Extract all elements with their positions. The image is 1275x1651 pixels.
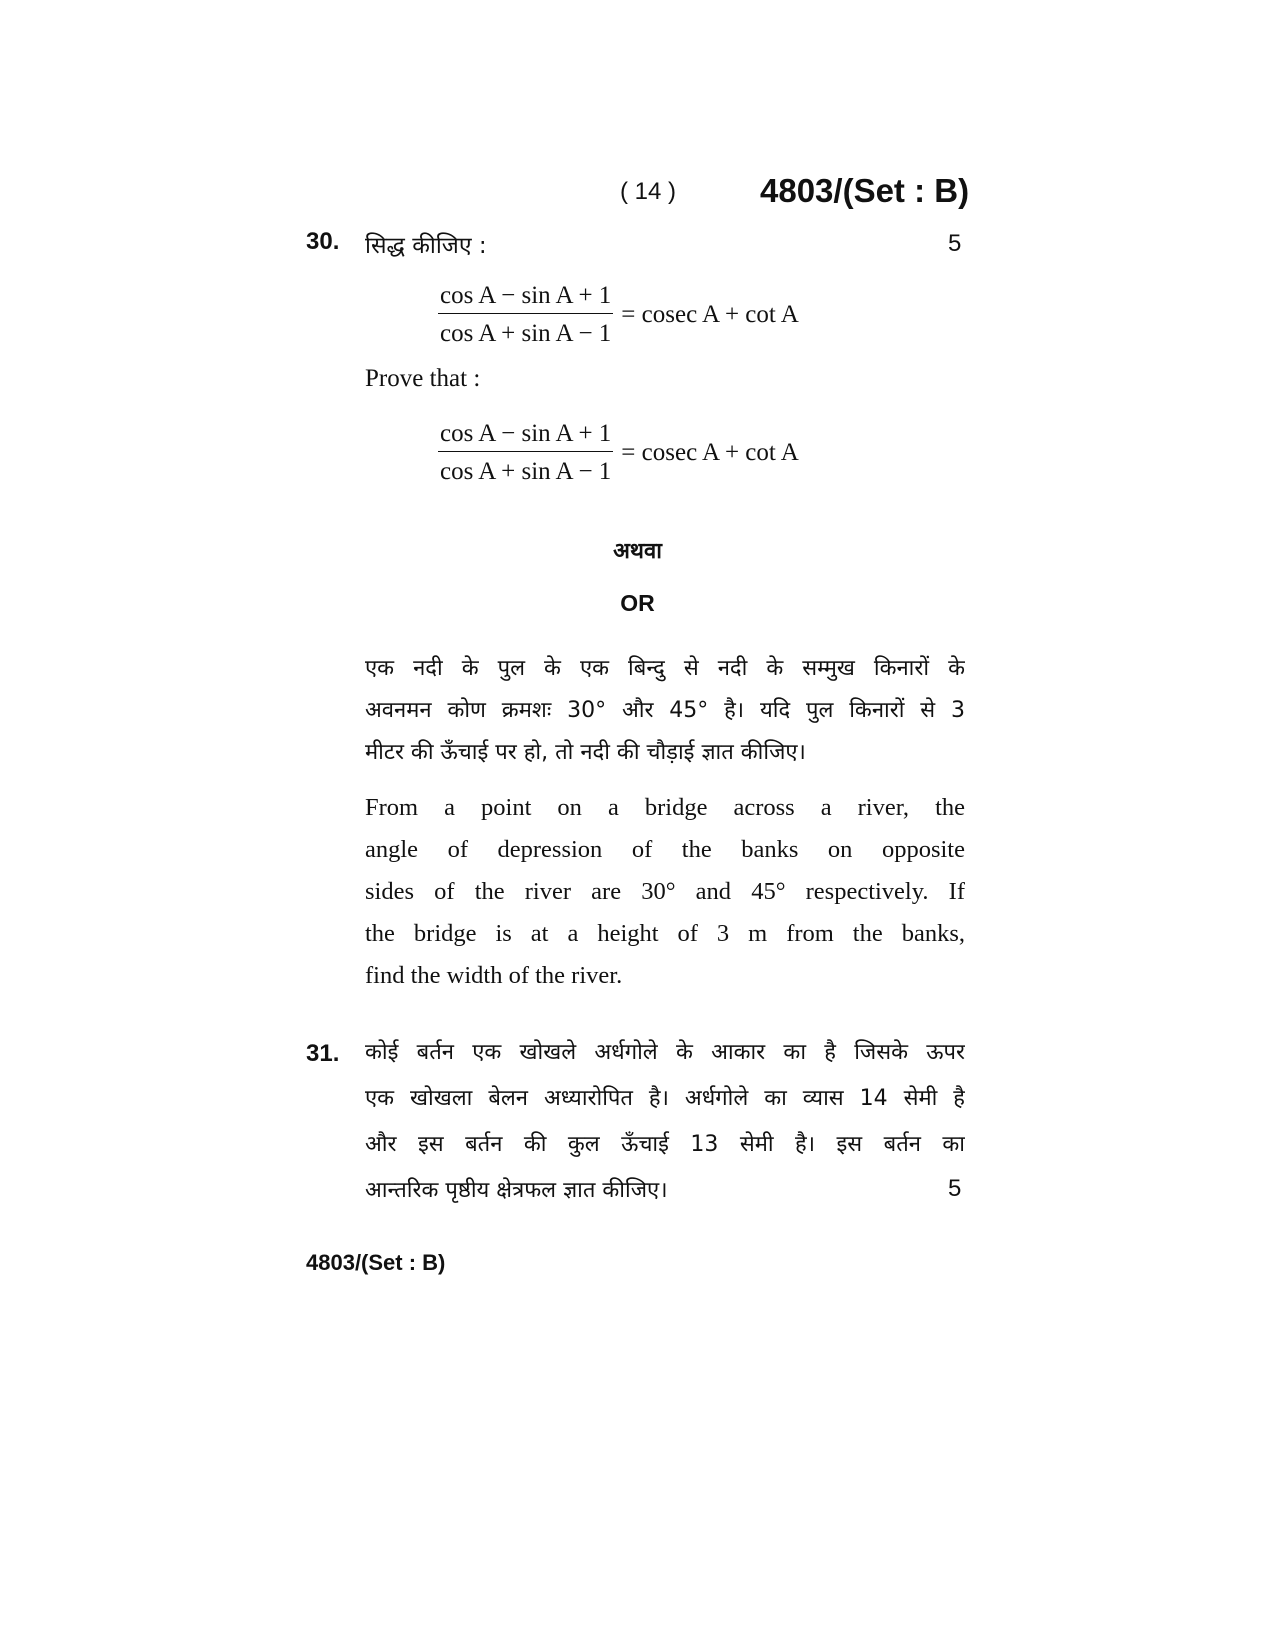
- or-hindi: अथवा: [613, 539, 662, 564]
- question-30-marks: 5: [948, 230, 962, 257]
- formula-english: [438, 420, 799, 486]
- text-line: कोई बर्तन एक खोखले अर्धगोले के आकार का है जिसके ऊपर: [365, 1040, 965, 1065]
- question-31-marks: 5: [948, 1175, 962, 1202]
- formula-hindi: [438, 282, 799, 348]
- formula-denominator: cos A + sin A − 1: [440, 320, 612, 347]
- formula-denominator: cos A + sin A − 1: [440, 458, 612, 485]
- text-line: the bridge is at a height of 3 m from the banks,: [365, 920, 965, 947]
- question-31-number: 31.: [306, 1040, 340, 1067]
- text-line: आन्तरिक पृष्ठीय क्षेत्रफल ज्ञात कीजिए।: [365, 1178, 668, 1203]
- paper-code-header: 4803/(Set : B): [760, 172, 970, 209]
- text-line: एक खोखला बेलन अध्यारोपित है। अर्धगोले का व्यास 14 सेमी है: [365, 1086, 965, 1111]
- formula-rhs: = cosec A + cot A: [621, 301, 799, 328]
- question-30-english-instruction: Prove that :: [365, 365, 481, 392]
- text-line: sides of the river are 30° and 45° respectively. If: [365, 878, 965, 905]
- text-line: अवनमन कोण क्रमशः 30° और 45° है। यदि पुल किनारों से 3: [365, 698, 965, 723]
- formula-fraction: [438, 420, 613, 486]
- page-number: ( 14 ): [620, 178, 677, 205]
- formula-rhs: = cosec A + cot A: [621, 439, 799, 466]
- text-line: angle of depression of the banks on opposite: [365, 836, 965, 863]
- text-line: From a point on a bridge across a river, the: [365, 794, 965, 821]
- formula-fraction: [438, 282, 613, 348]
- text-line: एक नदी के पुल के एक बिन्दु से नदी के सम्मुख किनारों के: [365, 656, 965, 681]
- formula-numerator: cos A − sin A + 1: [438, 420, 613, 452]
- question-31-text: [365, 1030, 965, 1214]
- paper-code-footer: 4803/(Set : B): [306, 1250, 446, 1275]
- text-line: find the width of the river.: [365, 962, 623, 989]
- question-30-alternative-hindi: [365, 648, 965, 774]
- question-30-hindi-instruction: सिद्ध कीजिए :: [365, 233, 487, 259]
- question-30-alternative-english: [365, 787, 965, 997]
- or-english: OR: [620, 590, 655, 616]
- question-30-number: 30.: [306, 228, 340, 255]
- formula-numerator: cos A − sin A + 1: [438, 282, 613, 314]
- text-line: मीटर की ऊँचाई पर हो, तो नदी की चौड़ाई ज्ञात कीजिए।: [365, 740, 806, 765]
- text-line: और इस बर्तन की कुल ऊँचाई 13 सेमी है। इस बर्तन का: [365, 1132, 965, 1157]
